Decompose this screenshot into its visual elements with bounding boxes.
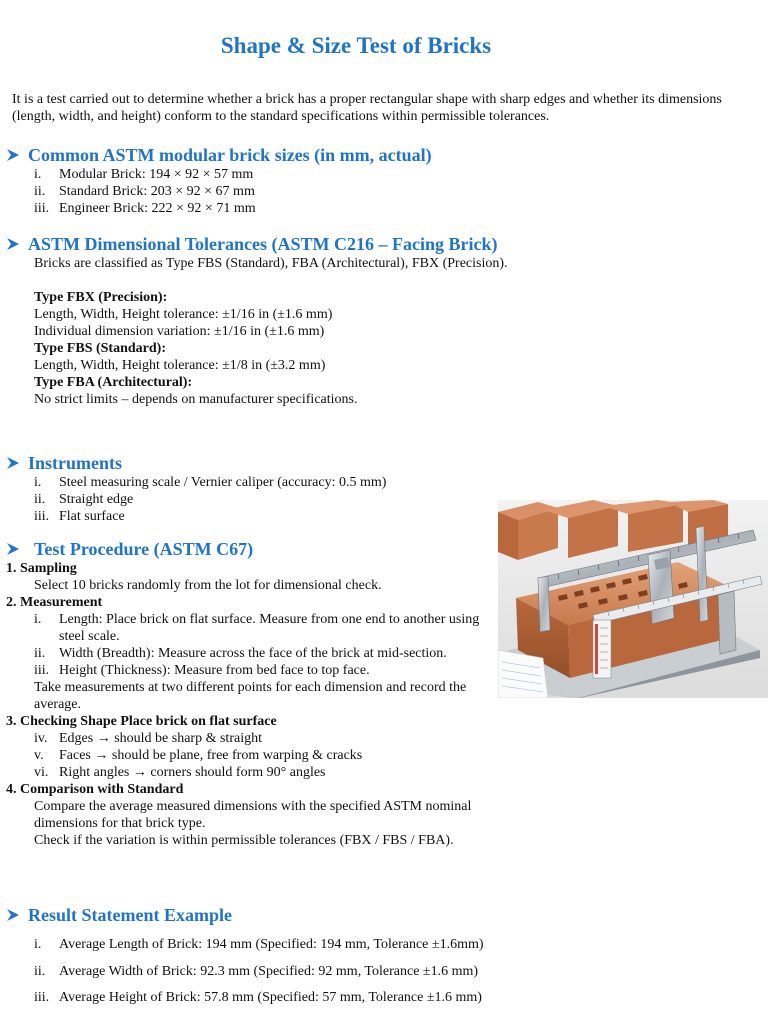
step-4-label: 4. Comparison with Standard <box>6 782 184 797</box>
section-result <box>6 904 746 1016</box>
step-1-label: 1. Sampling <box>6 561 77 576</box>
section-instruments <box>6 452 486 525</box>
list-item: v. Faces → should be plane, free from warping & cracks <box>34 748 363 763</box>
list-item: vi. Right angles → corners should form 90° angles <box>34 765 326 780</box>
section-procedure <box>6 538 494 849</box>
brick-caliper-photo <box>498 500 768 698</box>
list-item: iii. Height (Thickness): Measure from bed face to top face. <box>34 663 370 678</box>
heading-text: ASTM Dimensional Tolerances (ASTM C216 – Facing Brick) <box>28 234 498 254</box>
type-fbx-label: Type FBX (Precision): <box>34 290 168 305</box>
step-4-text: Compare the average measured dimensions with the specified ASTM nominal dimensions for that brick type. <box>34 799 472 831</box>
list-item: i. Modular Brick: 194 × 92 × 57 mm <box>34 167 254 182</box>
type-fba-label: Type FBA (Architectural): <box>34 375 193 390</box>
arrow-bullet-icon <box>6 542 20 556</box>
heading-text: Test Procedure (ASTM C67) <box>34 539 254 559</box>
heading-text: Instruments <box>28 453 123 473</box>
page-title: Shape & Size Test of Bricks <box>220 33 492 58</box>
section-heading-procedure <box>6 538 494 560</box>
list-item: ii. Width (Breadth): Measure across the face of the brick at mid-section. <box>34 646 447 661</box>
arrow-bullet-icon <box>6 456 20 470</box>
list-item: iii. Engineer Brick: 222 × 92 × 71 mm <box>34 201 256 216</box>
step-4-text: Check if the variation is within permissible tolerances (FBX / FBS / FBA). <box>34 833 454 848</box>
type-fba-line: No strict limits – depends on manufacturer specifications. <box>34 392 358 407</box>
type-fbx-line: Individual dimension variation: ±1/16 in (±1.6 mm) <box>34 324 325 339</box>
arrow-bullet-icon <box>6 148 20 162</box>
type-fbs-label: Type FBS (Standard): <box>34 341 166 356</box>
step-2-note: Take measurements at two different points for each dimension and record the average. <box>34 680 467 712</box>
step-3-label: 3. Checking Shape Place brick on flat surface <box>6 714 277 729</box>
list-item: iii. Average Height of Brick: 57.8 mm (Specified: 57 mm, Tolerance ±1.6 mm) <box>34 990 482 1005</box>
section-heading-result <box>6 904 746 926</box>
type-fbs-line: Length, Width, Height tolerance: ±1/8 in (±3.2 mm) <box>34 358 326 373</box>
step-1-text: Select 10 bricks randomly from the lot for dimensional check. <box>34 578 382 593</box>
section-heading-tolerances <box>6 233 726 255</box>
section-heading-instruments <box>6 452 486 474</box>
section-sizes <box>6 144 706 217</box>
type-fbx-line: Length, Width, Height tolerance: ±1/16 in (±1.6 mm) <box>34 307 333 322</box>
list-item: i. Average Length of Brick: 194 mm (Specified: 194 mm, Tolerance ±1.6mm) <box>34 937 484 952</box>
classified-text: Bricks are classified as Type FBS (Standard), FBA (Architectural), FBX (Precision). <box>34 256 508 271</box>
arrow-bullet-icon <box>6 908 20 922</box>
section-tolerances <box>6 233 726 408</box>
intro-paragraph: It is a test carried out to determine whether a brick has a proper rectangular shape with sharp edges and whether its dimensions (length, width, and height) conform to the standard specifications within permissible tolerances. <box>12 92 722 124</box>
list-item: ii. Standard Brick: 203 × 92 × 67 mm <box>34 184 255 199</box>
step-2-label: 2. Measurement <box>6 595 103 610</box>
list-item: i. Steel measuring scale / Vernier caliper (accuracy: 0.5 mm) <box>34 475 387 490</box>
heading-text: Common ASTM modular brick sizes (in mm, actual) <box>28 145 432 165</box>
list-item: iv. Edges → should be sharp & straight <box>34 731 262 746</box>
section-heading-sizes <box>6 144 706 166</box>
heading-text: Result Statement Example <box>28 905 232 925</box>
list-item: ii. Straight edge <box>34 492 134 507</box>
list-item: ii. Average Width of Brick: 92.3 mm (Specified: 92 mm, Tolerance ±1.6 mm) <box>34 963 479 979</box>
list-item: i. Length: Place brick on flat surface. Measure from one end to another using steel scale. <box>34 612 480 644</box>
list-item: iii. Flat surface <box>34 509 125 524</box>
arrow-bullet-icon <box>6 237 20 251</box>
